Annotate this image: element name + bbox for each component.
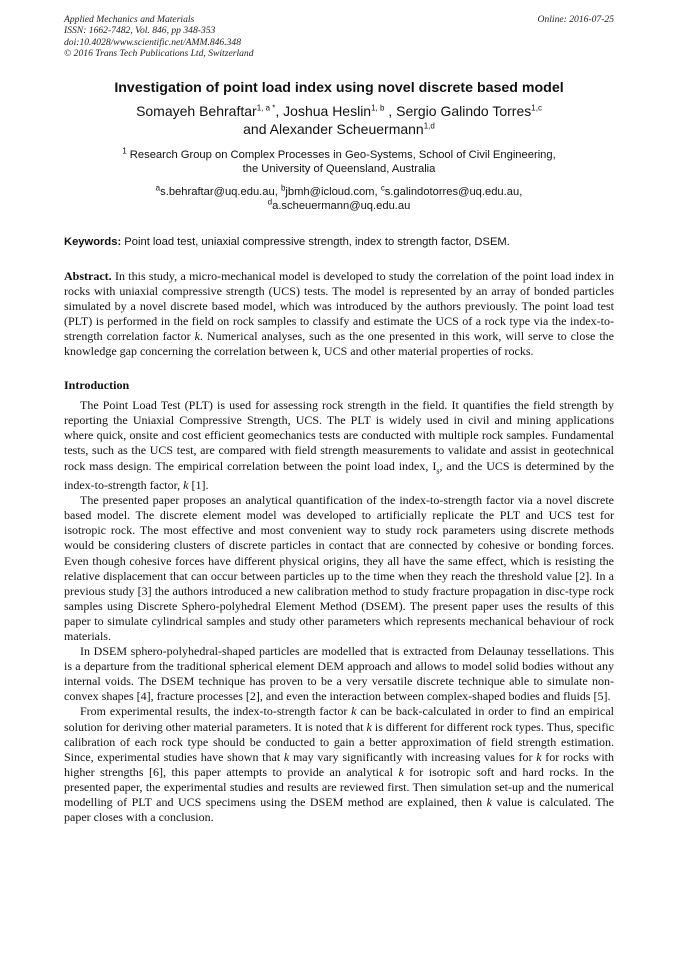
intro-paragraph-2: The presented paper proposes an analytical quantification of the index-to-strength factor via a novel discrete based model. The discrete element model was developed to artificially replicate the PLT and UCS test for isotropic rock. The most effective and most convenient way to study rock parameters using discrete methods would be considering clusters of discrete particles in contact that are connected by cohesive or bonding forces. Even though cohesive forces have different physical origins, they all have the same effect, which is resisting the relative displacement that can occur between particles up to the time when they reach the threshold value [2]. In a previous study [3] the authors introduced a new calibration method to study fracture propagation in disc-type rock samples using Discrete Sphero-polyhedral Element Method (DSEM). The present paper uses the results of this paper to simulate cylindrical samples and study other parameters which represents mechanical behaviour of rock materials. <box>64 493 614 643</box>
intro-paragraph-3: In DSEM sphero-polyhedral-shaped particles are modelled that is extracted from Delaunay tessellations. This is a departure from the traditional spherical element DEM approach and allows to model solid bodies without any internal voids. The DSEM technique has proven to be a very versatile discrete technique able to simulate non-convex shapes [4], fracture processes [2], and even the interaction between complex-shaped bodies and fluids [5]. <box>64 644 614 704</box>
paragraph-text: From experimental results, the index-to-strength factor <box>80 704 352 719</box>
author-name: Joshua Heslin <box>283 102 372 119</box>
intro-paragraph-4 <box>64 704 614 825</box>
email-address: s.galindotorres@uq.edu.au, <box>384 185 523 198</box>
email-address: jbmh@icloud.com, <box>285 185 381 198</box>
k-symbol: k <box>183 478 189 493</box>
k-symbol: k <box>536 749 542 764</box>
affiliation <box>64 145 614 176</box>
abstract-k-symbol: k <box>194 329 200 343</box>
paragraph-text: , and the UCS is determined by the index-to-strength factor, <box>64 458 614 493</box>
subscript-s: s <box>436 465 440 475</box>
author-superscript: 1,c <box>531 102 542 112</box>
k-symbol: k <box>366 719 372 734</box>
k-symbol: k <box>398 764 404 779</box>
paragraph-text: The Point Load Test (PLT) is used for assessing rock strength in the field. It quantifies the field strength by reporting the Uniaxial Compressive Strength, UCS. The PLT is widely used in civil and mining applications where quick, onsite and cost efficient geomechanics tests are conducted with multiple rock samples. Fundamental tests, such as the UCS test, are compared with field strength measurements to validate and assist in geotechnical rock mass design. The empirical correlation between the point load index, I <box>64 398 614 473</box>
paragraph-text: can be back-calculated in order to find an empirical solution for deriving other material parameters. It is noted that <box>64 704 614 734</box>
email-address: s.behraftar@uq.edu.au, <box>160 185 281 198</box>
author-superscript: 1,d <box>423 120 435 130</box>
author-separator: , <box>384 102 397 119</box>
paragraph-text: for rocks with higher strengths [6], this paper attempts to provide an analytical <box>64 749 615 779</box>
keywords <box>64 235 614 249</box>
paragraph-text: value is calculated. The paper closes with a conclusion. <box>64 795 614 825</box>
author-superscript: 1, a * <box>256 102 276 112</box>
author-conjunction: and <box>243 120 270 137</box>
journal-issn: ISSN: 1662-7482, Vol. 846, pp 348-353 <box>64 25 216 37</box>
intro-paragraph-1 <box>64 398 614 493</box>
k-symbol: k <box>351 704 357 719</box>
paragraph-text: is different for different rock types. Thus, specific calibration of each rock type should be conducted to gain a better approximation of field strength estimation. Since, experimental studies have shown that <box>64 719 614 764</box>
k-symbol: k <box>283 749 290 764</box>
online-date: Online: 2016-07-25 <box>537 14 614 25</box>
abstract-label: Abstract. <box>64 268 112 283</box>
abstract-text: In this study, a micro-mechanical model is developed to study the correlation of the point load index in rocks with uniaxial compressive strength (UCS) tests. The model is represented by an array of bonded particles simulated by a novel discrete based model, which was introduced by the authors previously. The point load test (PLT) is performed in the field on rock samples to classify and estimate the UCS of a rock type via the index-to-strength correlation factor <box>64 268 614 343</box>
paragraph-text: for isotropic soft and hard rocks. In the presented paper, the experimental studies and results are reviewed first. Then simulation set-up and the numerical modelling of PLT and UCS specimens using the DSEM method are explained, then <box>64 764 614 810</box>
keywords-text: Point load test, uniaxial compressive strength, index to strength factor, DSEM. <box>121 235 510 248</box>
keywords-label: Keywords: <box>64 235 122 248</box>
author-name: Alexander Scheuermann <box>269 120 424 137</box>
abstract-paragraph <box>64 269 614 360</box>
journal-doi: doi:10.4028/www.scientific.net/AMM.846.348 <box>64 36 242 48</box>
paper-title: Investigation of point load index using novel discrete based model <box>114 79 564 96</box>
email-superscript: a <box>155 182 161 192</box>
affiliation-line: the University of Queensland, Australia <box>242 162 436 175</box>
journal-name: Applied Mechanics and Materials <box>64 14 195 25</box>
email-superscript: b <box>280 182 286 192</box>
abstract-text: . Numerical analyses, such as the one presented in this work, will serve to close the knowledge gap concerning the correlation between k, UCS and other material properties of rocks. <box>64 329 614 359</box>
email-address: a.scheuermann@uq.edu.au <box>272 199 411 212</box>
author-superscript: 1, b <box>371 102 385 112</box>
author-name: Sergio Galindo Torres <box>396 102 532 119</box>
abstract-section <box>64 269 614 360</box>
affiliation-superscript: 1 <box>122 145 127 155</box>
k-symbol: k <box>486 795 492 810</box>
email-superscript: d <box>267 196 273 206</box>
affiliation-line: Research Group on Complex Processes in Geo-Systems, School of Civil Engineering, <box>126 148 556 161</box>
author-list <box>64 102 614 138</box>
journal-copyright: © 2016 Trans Tech Publications Ltd, Switzerland <box>64 48 254 60</box>
introduction-heading: Introduction <box>64 378 130 393</box>
author-emails <box>64 182 614 213</box>
paragraph-text: [1]. <box>188 478 209 493</box>
paragraph-text: may vary significantly with increasing values for <box>289 749 537 764</box>
journal-header <box>64 14 614 60</box>
email-superscript: c <box>380 182 385 192</box>
author-separator: , <box>275 102 284 119</box>
author-name: Somayeh Behraftar <box>136 102 257 119</box>
